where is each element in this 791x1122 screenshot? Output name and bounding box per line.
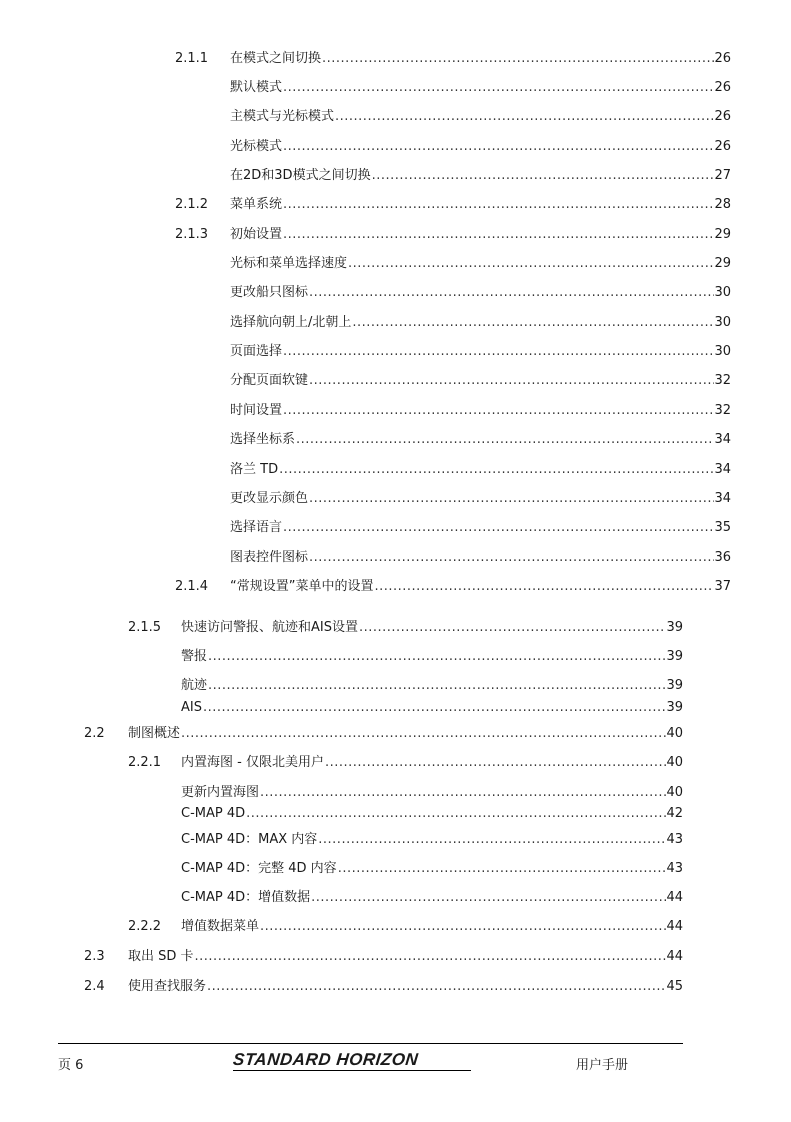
- footer-manual-label: 用户手册: [576, 1058, 629, 1073]
- toc-page-number: 39: [666, 620, 683, 635]
- toc-entry[interactable]: [230, 343, 731, 361]
- toc-title: 更改船只图标: [230, 285, 309, 300]
- toc-section-number: 2.1.4: [175, 579, 209, 594]
- toc-title: 使用查找服务: [128, 979, 207, 994]
- toc-leader-dots: [309, 372, 714, 390]
- toc-title: 默认模式: [230, 80, 283, 95]
- toc-page-number: 45: [666, 979, 683, 994]
- toc-entry[interactable]: [128, 619, 683, 637]
- toc-entry[interactable]: [128, 754, 683, 772]
- toc-leader-dots: [335, 108, 714, 126]
- footer-divider: [58, 1043, 683, 1044]
- toc-entry[interactable]: [84, 725, 683, 743]
- toc-leader-dots: [311, 889, 666, 907]
- toc-entry[interactable]: [175, 226, 731, 244]
- toc-leader-dots: [318, 831, 666, 849]
- toc-leader-dots: [208, 677, 666, 695]
- brand-logo-underline: [233, 1070, 471, 1071]
- toc-title: 选择航向朝上/北朝上: [230, 315, 352, 330]
- toc-page-number: 28: [714, 197, 731, 212]
- toc-title: 菜单系统: [230, 197, 283, 212]
- toc-title: 制图概述: [128, 726, 181, 741]
- toc-section-number: 2.2.1: [128, 755, 162, 770]
- toc-title: 快速访问警报、航迹和AIS设置: [181, 620, 358, 635]
- toc-title: C-MAP 4D：增值数据: [181, 890, 311, 905]
- toc-page-number: 30: [714, 285, 731, 300]
- toc-section-number: 2.1.3: [175, 227, 209, 242]
- toc-page-number: 37: [714, 579, 731, 594]
- toc-section-number: 2.4: [84, 979, 105, 994]
- toc-title: 主模式与光标模式: [230, 109, 335, 124]
- toc-page-number: 34: [714, 432, 731, 447]
- toc-section-number: 2.1.1: [175, 51, 209, 66]
- toc-title: 洛兰 TD: [230, 462, 279, 477]
- toc-entry[interactable]: [175, 50, 731, 68]
- toc-page-number: 39: [666, 700, 683, 715]
- toc-title: C-MAP 4D：完整 4D 内容: [181, 861, 337, 876]
- toc-leader-dots: [374, 578, 714, 596]
- toc-page-number: 43: [666, 832, 683, 847]
- toc-page-number: 44: [666, 949, 683, 964]
- toc-leader-dots: [246, 805, 666, 823]
- toc-entry[interactable]: [230, 108, 731, 126]
- toc-title: 选择语言: [230, 520, 283, 535]
- toc-title: 在模式之间切换: [230, 51, 322, 66]
- toc-page-number: 42: [666, 806, 683, 821]
- toc-page-number: 32: [714, 403, 731, 418]
- toc-title: 在2D和3D模式之间切换: [230, 168, 371, 183]
- toc-title: 更新内置海图: [181, 785, 260, 800]
- toc-leader-dots: [195, 948, 667, 966]
- toc-leader-dots: [309, 490, 714, 508]
- toc-page-number: 29: [714, 256, 731, 271]
- toc-entry[interactable]: [181, 805, 683, 823]
- toc-entry[interactable]: [230, 549, 731, 567]
- toc-entry[interactable]: [181, 889, 683, 907]
- toc-title: 光标模式: [230, 139, 283, 154]
- toc-page-number: 44: [666, 890, 683, 905]
- toc-section-number: 2.2.2: [128, 919, 162, 934]
- toc-title: 取出 SD 卡: [128, 949, 194, 964]
- toc-entry[interactable]: [230, 284, 731, 302]
- toc-section-number: 2.3: [84, 949, 105, 964]
- toc-entry[interactable]: [230, 490, 731, 508]
- toc-leader-dots: [359, 619, 666, 637]
- toc-entry[interactable]: [181, 677, 683, 695]
- toc-title: 航迹: [181, 678, 208, 693]
- toc-page-number: 34: [714, 491, 731, 506]
- toc-entry[interactable]: [230, 402, 731, 420]
- toc-entry[interactable]: [230, 255, 731, 273]
- toc-leader-dots: [260, 918, 666, 936]
- toc-title: AIS: [181, 700, 202, 715]
- toc-page-number: 40: [666, 755, 683, 770]
- toc-page-number: 44: [666, 919, 683, 934]
- toc-entry[interactable]: [175, 578, 731, 596]
- toc-leader-dots: [338, 860, 667, 878]
- toc-leader-dots: [352, 314, 714, 332]
- toc-entry[interactable]: [84, 948, 683, 966]
- toc-leader-dots: [283, 79, 714, 97]
- toc-page-number: 40: [666, 785, 683, 800]
- toc-leader-dots: [283, 402, 714, 420]
- toc-section-number: 2.2: [84, 726, 105, 741]
- toc-page-number: 26: [714, 51, 731, 66]
- toc-title: 内置海图 - 仅限北美用户: [181, 755, 324, 770]
- toc-title: 页面选择: [230, 344, 283, 359]
- toc-entry[interactable]: [181, 784, 683, 802]
- toc-leader-dots: [322, 50, 714, 68]
- toc-leader-dots: [309, 549, 714, 567]
- toc-page-number: 30: [714, 315, 731, 330]
- toc-entry[interactable]: [128, 918, 683, 936]
- toc-page-number: 34: [714, 462, 731, 477]
- toc-entry[interactable]: [230, 79, 731, 97]
- toc-leader-dots: [325, 754, 666, 772]
- toc-leader-dots: [283, 196, 714, 214]
- toc-entry[interactable]: [181, 831, 683, 849]
- toc-leader-dots: [296, 431, 714, 449]
- toc-page-number: 29: [714, 227, 731, 242]
- toc-page-number: 32: [714, 373, 731, 388]
- toc-title: 警报: [181, 649, 208, 664]
- brand-logo: STANDARD HORIZON: [232, 1050, 420, 1069]
- toc-page-number: 43: [666, 861, 683, 876]
- toc-entry[interactable]: [230, 167, 731, 185]
- footer-page-number: 页 6: [58, 1058, 84, 1073]
- toc-leader-dots: [208, 648, 666, 666]
- toc-page-number: 39: [666, 678, 683, 693]
- toc-entry[interactable]: [230, 461, 731, 479]
- toc-title: 更改显示颜色: [230, 491, 309, 506]
- toc-leader-dots: [348, 255, 714, 273]
- toc-title: 时间设置: [230, 403, 283, 418]
- toc-title: C-MAP 4D: [181, 806, 246, 821]
- toc-title: C-MAP 4D：MAX 内容: [181, 832, 318, 847]
- toc-entry[interactable]: [230, 431, 731, 449]
- toc-section-number: 2.1.2: [175, 197, 209, 212]
- toc-page-number: 26: [714, 80, 731, 95]
- toc-title: 选择坐标系: [230, 432, 296, 447]
- toc-title: “常规设置”菜单中的设置: [230, 579, 374, 594]
- toc-entry[interactable]: [84, 978, 683, 996]
- toc-page-number: 26: [714, 139, 731, 154]
- toc-leader-dots: [260, 784, 666, 802]
- toc-entry[interactable]: [230, 519, 731, 537]
- toc-entry[interactable]: [181, 860, 683, 878]
- toc-entry[interactable]: [175, 196, 731, 214]
- toc-page-number: 36: [714, 550, 731, 565]
- toc-entry[interactable]: [230, 372, 731, 390]
- toc-page-number: 26: [714, 109, 731, 124]
- toc-page-number: 39: [666, 649, 683, 664]
- toc-title: 初始设置: [230, 227, 283, 242]
- toc-page-number: 35: [714, 520, 731, 535]
- toc-entry[interactable]: [230, 314, 731, 332]
- toc-leader-dots: [372, 167, 715, 185]
- toc-leader-dots: [203, 699, 666, 717]
- toc-leader-dots: [283, 138, 714, 156]
- toc-page-number: 30: [714, 344, 731, 359]
- toc-section-number: 2.1.5: [128, 620, 162, 635]
- toc-title: 分配页面软键: [230, 373, 309, 388]
- toc-entry[interactable]: [181, 648, 683, 666]
- toc-leader-dots: [279, 461, 714, 479]
- toc-leader-dots: [309, 284, 714, 302]
- toc-page-number: 27: [714, 168, 731, 183]
- toc-title: 图表控件图标: [230, 550, 309, 565]
- toc-page-number: 40: [666, 726, 683, 741]
- toc-leader-dots: [283, 343, 714, 361]
- toc-entry[interactable]: [181, 699, 683, 717]
- toc-title: 增值数据菜单: [181, 919, 260, 934]
- toc-entry[interactable]: [230, 138, 731, 156]
- toc-leader-dots: [283, 519, 714, 537]
- toc-leader-dots: [181, 725, 666, 743]
- toc-title: 光标和菜单选择速度: [230, 256, 348, 271]
- toc-leader-dots: [283, 226, 714, 244]
- toc-leader-dots: [207, 978, 666, 996]
